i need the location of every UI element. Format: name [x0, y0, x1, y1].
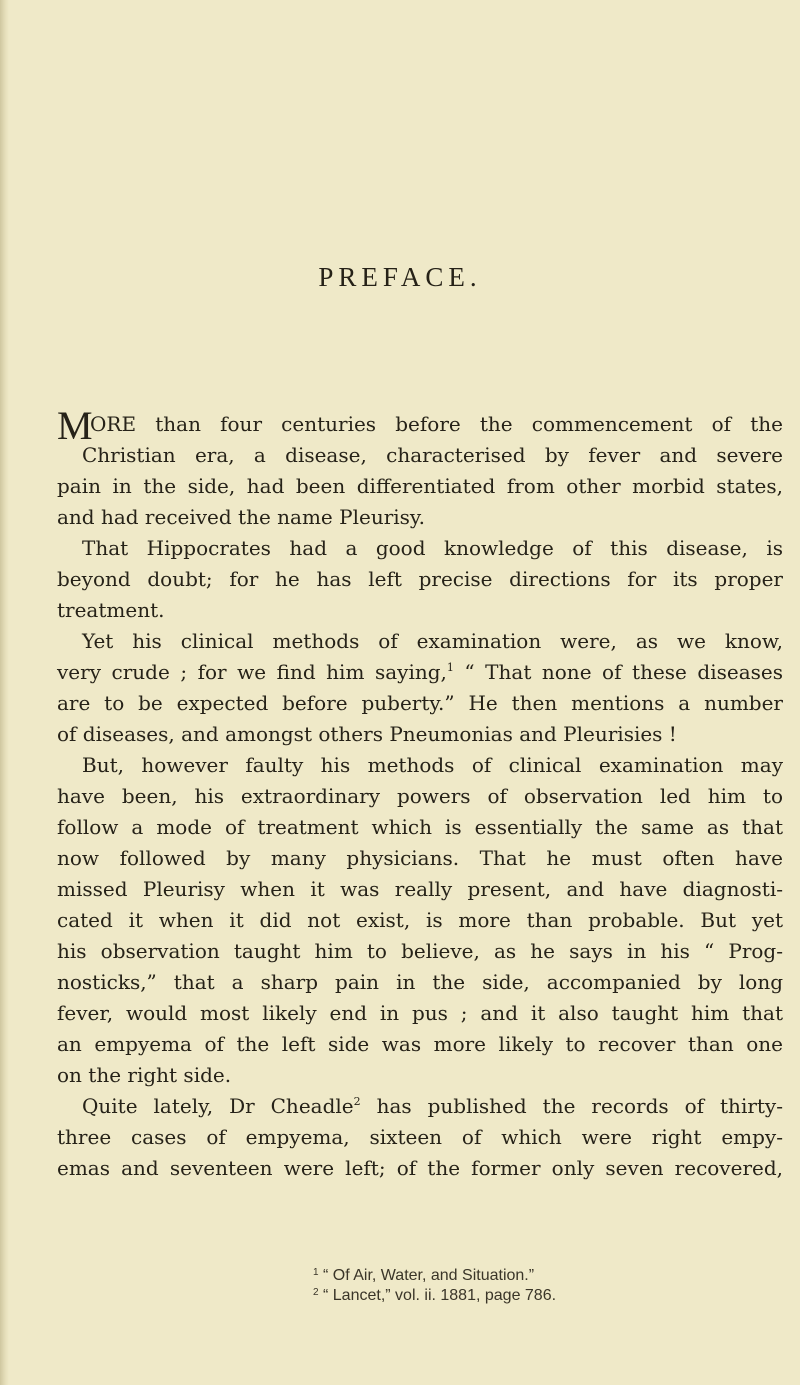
text-line: [57, 657, 783, 688]
drop-cap: M: [57, 403, 93, 448]
footnote: [313, 1267, 534, 1285]
text-line: and had received the name Pleurisy.: [57, 505, 425, 529]
text-line: beyond doubt; for he has left precise directions for its proper: [57, 567, 783, 591]
text-line: now followed by many physicians. That he must often have: [57, 846, 783, 870]
text-line: Yet his clinical methods of examination were, as we know,: [82, 629, 783, 653]
text-line: an empyema of the left side was more likely to recover than one: [57, 1032, 783, 1056]
footnote-text: “ Of Air, Water, and Situation.”: [318, 1267, 535, 1284]
footnote-mark: 1: [313, 1267, 319, 1278]
text-line: pain in the side, had been differentiated from other morbid states,: [57, 474, 783, 498]
text-line: That Hippocrates had a good knowledge of this disease, is: [82, 536, 783, 560]
text-line: on the right side.: [57, 1063, 232, 1087]
text-line: Christian era, a disease, characterised by fever and severe: [82, 443, 783, 467]
page-title: PREFACE.: [318, 262, 482, 292]
footnote-text: “ Lancet,” vol. ii. 1881, page 786.: [318, 1287, 557, 1304]
text-run: “ That none of these diseases: [453, 660, 784, 684]
text-line: [82, 1091, 783, 1122]
text-line: have been, his extraordinary powers of observation led him to: [57, 784, 783, 808]
page-edge: [0, 0, 9, 1385]
footnote-ref: 2: [353, 1095, 361, 1108]
text-line: follow a mode of treatment which is essentially the same as that: [57, 815, 783, 839]
footnote-mark: 2: [313, 1287, 319, 1298]
text-run: has published the records of thirty-: [360, 1094, 783, 1118]
text-line: But, however faulty his methods of clinical examination may: [82, 753, 783, 777]
text-run: Quite lately, Dr Cheadle: [82, 1094, 354, 1118]
text-line: emas and seventeen were left; of the former only seven recovered,: [57, 1156, 783, 1180]
text-line: nosticks,” that a sharp pain in the side, accompanied by long: [57, 970, 783, 994]
text-line: are to be expected before puberty.” He then mentions a number: [57, 691, 783, 715]
text-line: fever, would most likely end in pus ; and it also taught him that: [57, 1001, 783, 1025]
text-line: three cases of empyema, sixteen of which were right empy-: [57, 1125, 783, 1149]
text-line: treatment.: [57, 598, 165, 622]
text-line: cated it when it did not exist, is more than probable. But yet: [57, 908, 783, 932]
text-run: very crude ; for we find him saying,: [57, 660, 447, 684]
footnote-ref: 1: [446, 661, 454, 674]
text-line: ORE than four centuries before the commencement of the: [90, 412, 783, 436]
text-line: of diseases, and amongst others Pneumonias and Pleurisies !: [57, 722, 677, 746]
text-line: missed Pleurisy when it was really present, and have diagnosti-: [57, 877, 783, 901]
footnote: [313, 1287, 556, 1305]
text-line: his observation taught him to believe, as he says in his “ Prog-: [57, 939, 783, 963]
